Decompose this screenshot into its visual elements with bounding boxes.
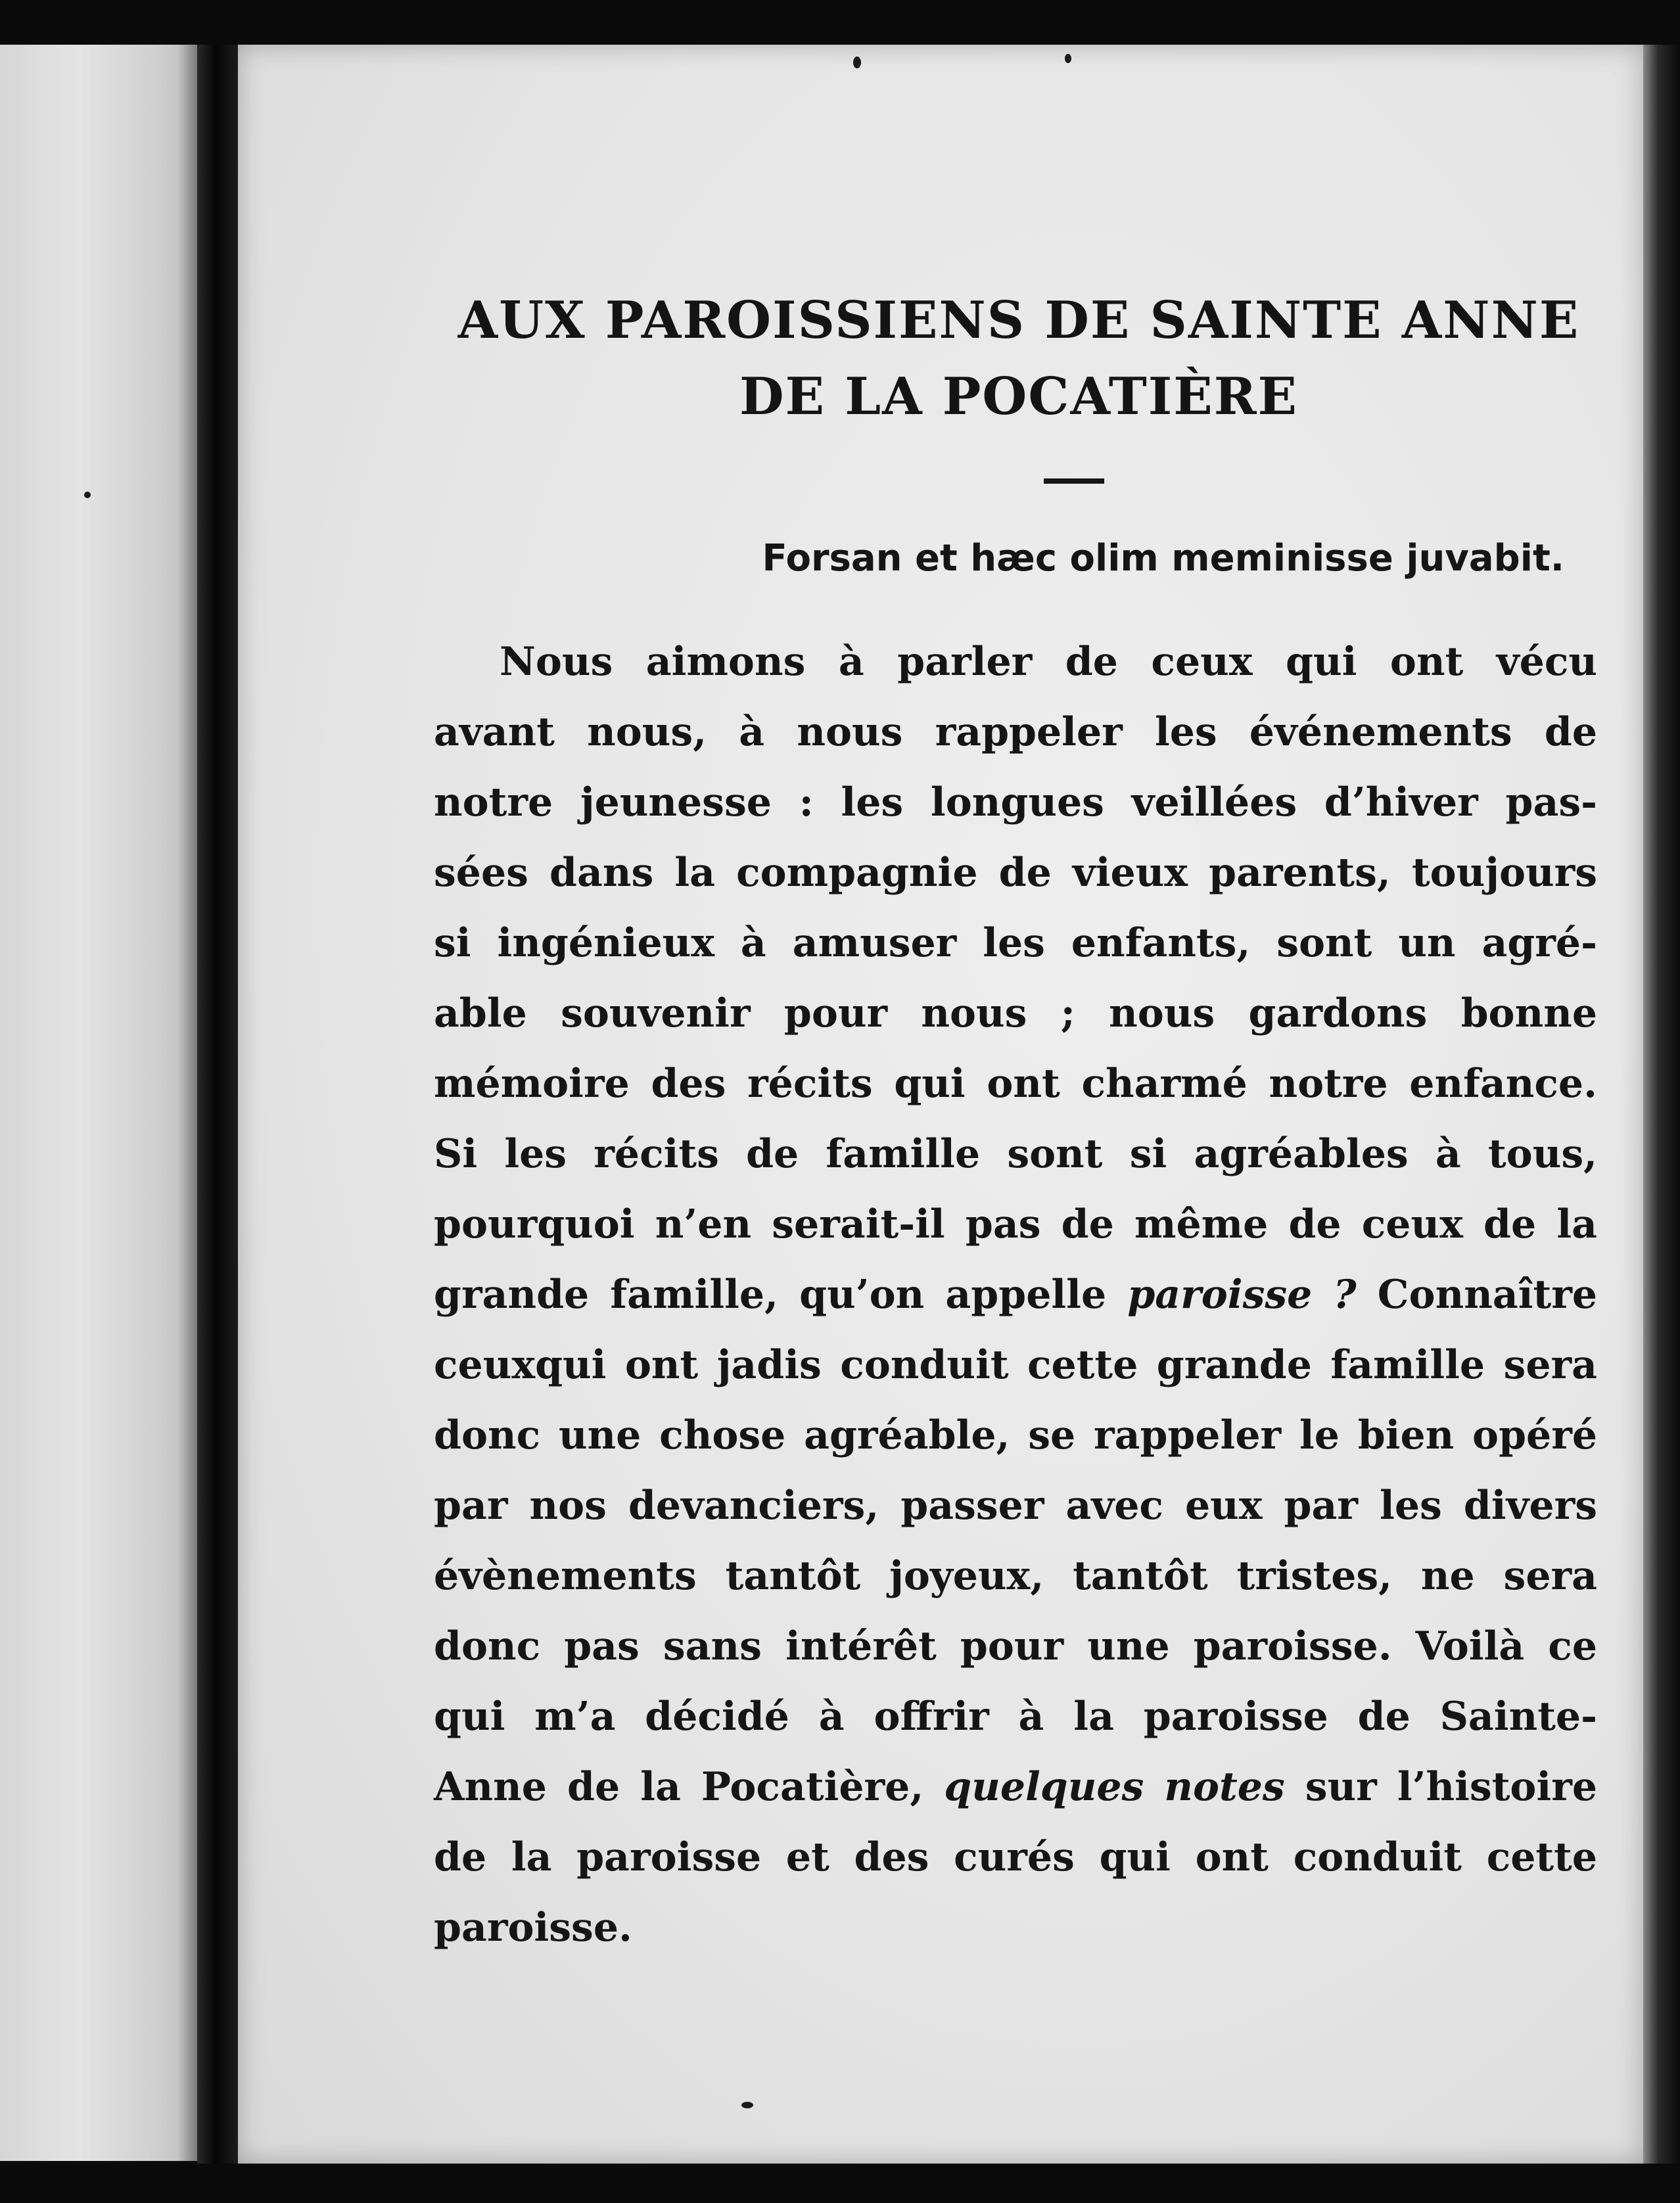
title-line-1: AUX PAROISSIENS DE SAINTE ANNE bbox=[457, 290, 1580, 350]
text-line: Si les récits de famille sont si agréables à tous, bbox=[434, 1131, 1597, 1177]
epigraph: Forsan et hæc olim meminisse juvabit. bbox=[762, 537, 1564, 580]
scan-top-border bbox=[0, 0, 1680, 45]
scan-speck bbox=[84, 492, 91, 498]
title-line-2: DE LA POCATIÈRE bbox=[739, 367, 1298, 427]
text-line: avant nous, à nous rappeler les événements de bbox=[434, 709, 1597, 755]
text-line: notre jeunesse : les longues veillées d’hiver pas- bbox=[434, 779, 1597, 825]
text-line: si ingénieux à amuser les enfants, sont un agré- bbox=[434, 920, 1597, 966]
text-line: donc une chose agréable, se rappeler le bien opéré bbox=[434, 1412, 1597, 1458]
text-line: par nos devanciers, passer avec eux par les divers bbox=[434, 1483, 1597, 1529]
text-segment: sur l’histoire bbox=[1305, 1764, 1598, 1810]
text-segment: Anne de la Pocatière, bbox=[434, 1764, 924, 1810]
scan-speck bbox=[741, 2102, 753, 2108]
page-right-edge bbox=[1643, 45, 1680, 2203]
italic-term: quelques notes bbox=[944, 1764, 1285, 1810]
scan-speck bbox=[853, 57, 861, 68]
text-line bbox=[434, 1260, 1597, 1330]
text-line bbox=[434, 1752, 1597, 1822]
text-line: Nous aimons à parler de ceux qui ont vécu bbox=[500, 639, 1597, 685]
text-segment: grande famille, qu’on appelle bbox=[434, 1272, 1107, 1318]
italic-term: paroisse ? bbox=[1127, 1272, 1357, 1318]
text-line: pourquoi n’en serait-il pas de même de ceux de la bbox=[434, 1201, 1597, 1247]
text-line: mémoire des récits qui ont charmé notre enfance. bbox=[434, 1061, 1597, 1107]
text-segment: Connaître bbox=[1377, 1272, 1597, 1318]
text-line: sées dans la compagnie de vieux parents, toujours bbox=[434, 850, 1597, 896]
text-line: ceuxqui ont jadis conduit cette grande famille sera bbox=[434, 1342, 1597, 1388]
body-paragraph bbox=[434, 627, 1597, 1963]
scan-speck bbox=[1065, 54, 1071, 63]
text-line: able souvenir pour nous ; nous gardons bonne bbox=[434, 990, 1597, 1036]
text-line: qui m’a décidé à offrir à la paroisse de Sainte- bbox=[434, 1694, 1597, 1740]
scan-bottom-border bbox=[0, 2164, 1680, 2203]
text-line: paroisse. bbox=[434, 1905, 632, 1951]
title-divider bbox=[1044, 478, 1104, 484]
facing-page-edge bbox=[0, 45, 197, 2161]
book-gutter bbox=[197, 45, 238, 2187]
page-title bbox=[434, 283, 1604, 435]
text-line: évènements tantôt joyeux, tantôt tristes, ne sera bbox=[434, 1553, 1597, 1599]
text-line: donc pas sans intérêt pour une paroisse. Voilà ce bbox=[434, 1623, 1597, 1669]
text-line: de la paroisse et des curés qui ont conduit cette bbox=[434, 1834, 1597, 1880]
